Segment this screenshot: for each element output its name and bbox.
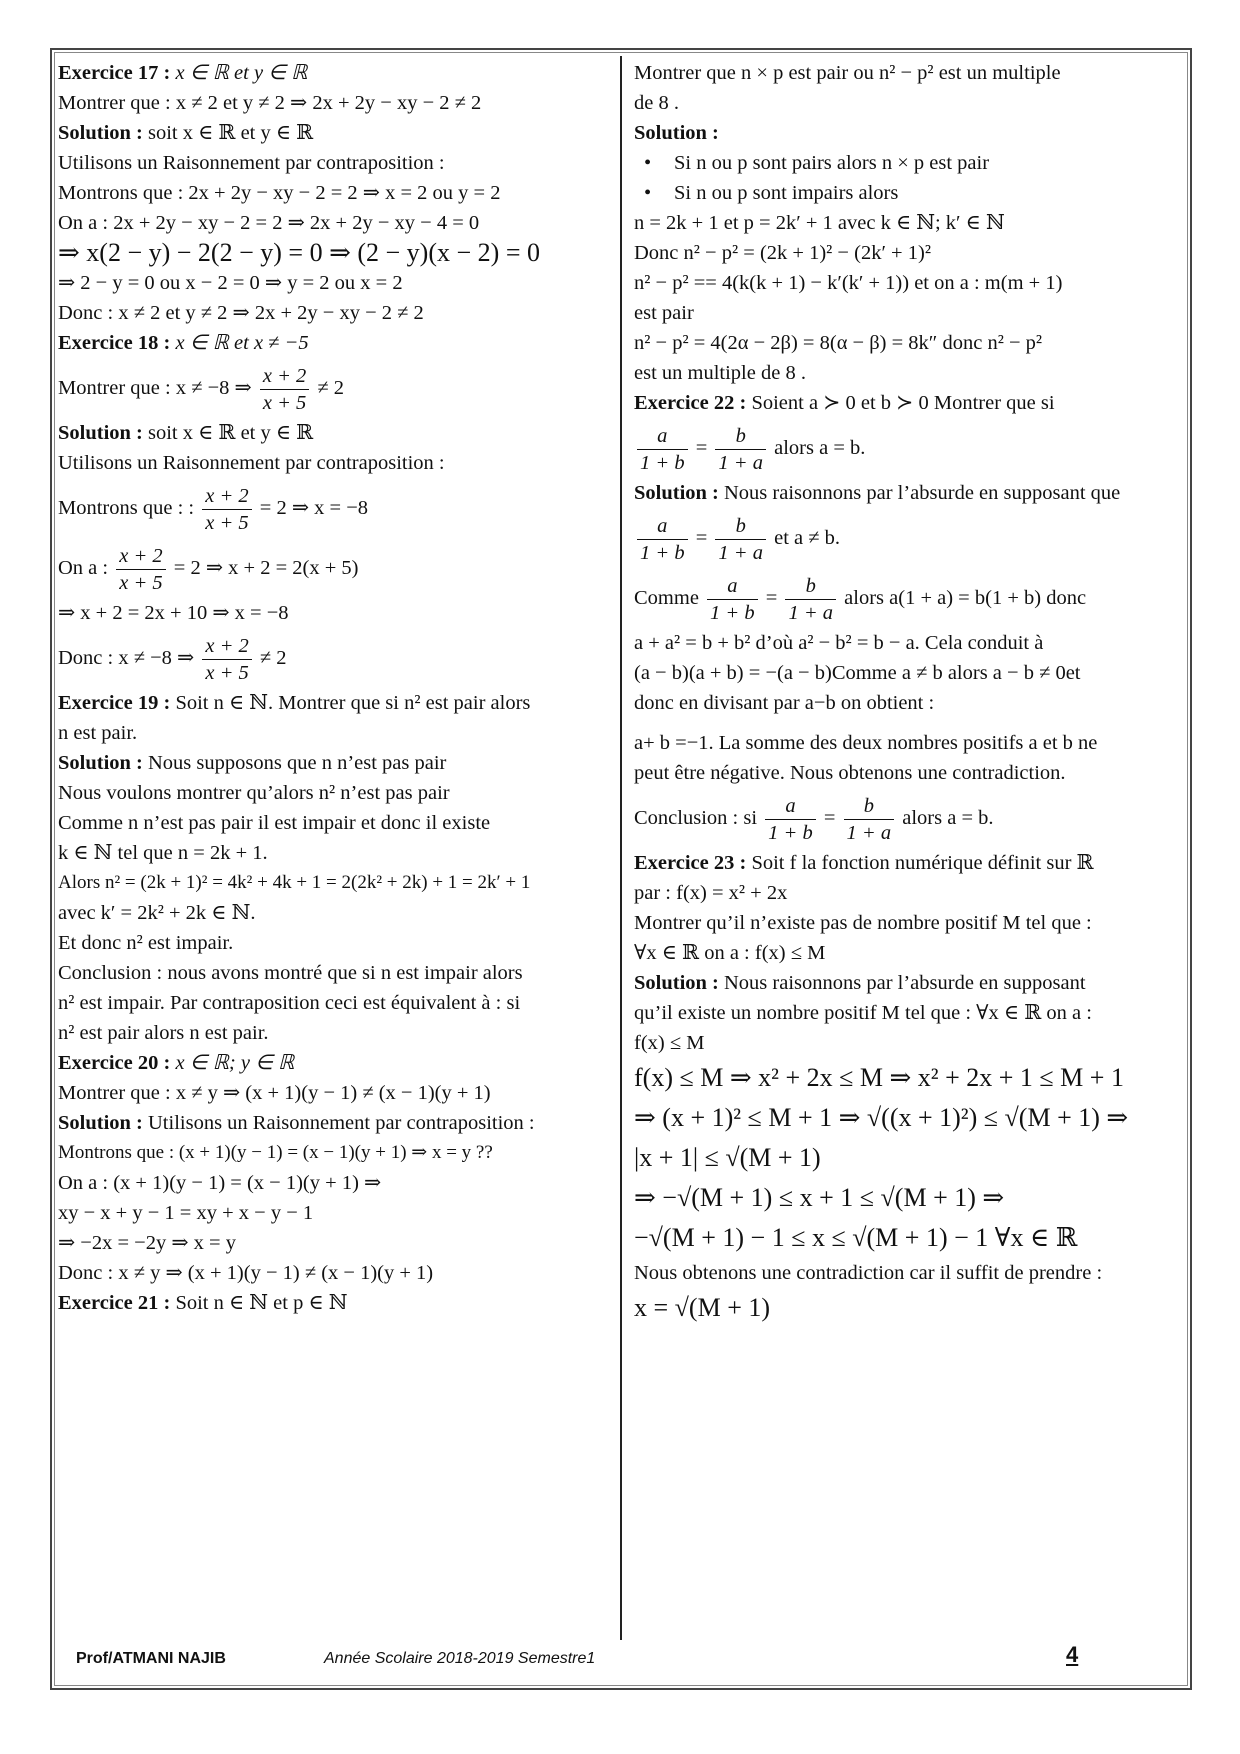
- fraction: $\frac{b}{1 + a}$: [785, 573, 836, 626]
- text-line: de 8 .: [634, 92, 679, 114]
- exercise-statement: Soit n ∈ ℕ. Montrer que si n² est pair alors: [175, 692, 531, 714]
- solution-label: Solution :: [58, 752, 143, 774]
- text-line: Utilisons un Raisonnement par contraposition :: [58, 452, 445, 474]
- text-line: Montrons que : 2x + 2y − xy − 2 = 2 ⇒ x = 2 ou y = 2: [58, 182, 501, 204]
- fraction: $\frac{x + 2}{x + 5}$: [202, 633, 251, 686]
- math-line: (a − b)(a + b) = −(a − b)Comme a ≠ b alors a − b ≠ 0et: [634, 662, 1081, 684]
- math-line: Donc : x ≠ y ⇒ (x + 1)(y − 1) ≠ (x − 1)(y + 1): [58, 1262, 434, 1284]
- text-line: a+ b =−1. La somme des deux nombres positifs a et b ne: [634, 732, 1098, 754]
- exercise-18-header: [58, 328, 610, 358]
- column-divider: [620, 56, 622, 1640]
- math-line: f(x) ≤ M ⇒ x² + 2x ≤ M ⇒ x² + 2x + 1 ≤ M + 1: [634, 1063, 1124, 1092]
- solution-text: soit x ∈ ℝ et y ∈ ℝ: [148, 122, 314, 144]
- exercise-17-header: [58, 58, 610, 88]
- solution-label: Solution :: [58, 122, 143, 144]
- math-line: Montrer que : x ≠ y ⇒ (x + 1)(y − 1) ≠ (x − 1)(y + 1): [58, 1082, 491, 1104]
- bullet-item: • Si n ou p sont impairs alors: [634, 178, 1184, 208]
- math-line: ⇒ −2x = −2y ⇒ x = y: [58, 1232, 236, 1254]
- solution-label: Solution :: [58, 422, 143, 444]
- solution-text: Nous raisonnons par l’absurde en supposant que: [724, 482, 1121, 504]
- exercise-statement: Soient a ≻ 0 et b ≻ 0 Montrer que si: [751, 392, 1055, 414]
- math-line: Alors n² = (2k + 1)² = 4k² + 4k + 1 = 2(2k² + 2k) + 1 = 2k′ + 1: [58, 872, 531, 893]
- text-line: n² est pair alors n est pair.: [58, 1022, 269, 1044]
- solution-label: Solution :: [634, 122, 719, 144]
- solution-line: [58, 748, 610, 778]
- math-line: par : f(x) = x² + 2x: [634, 882, 788, 904]
- text-line: Utilisons un Raisonnement par contraposition :: [58, 152, 445, 174]
- fraction: $\frac{b}{1 + a}$: [715, 423, 766, 476]
- exercise-22-header: [634, 388, 1184, 418]
- math-line: a + a² = b + b² d’où a² − b² = b − a. Cela conduit à: [634, 632, 1044, 654]
- exercise-title: Exercice 22 :: [634, 392, 747, 414]
- exercise-title: Exercice 17 :: [58, 62, 171, 84]
- math-line: $\frac{a}{1 + b}$ = $\frac{b}{1 + a}$ et a ≠ b.: [634, 508, 1184, 568]
- math-line: $\frac{a}{1 + b}$ = $\frac{b}{1 + a}$ alors a = b.: [634, 418, 1184, 478]
- math-line: On a : (x + 1)(y − 1) = (x − 1)(y + 1) ⇒: [58, 1172, 382, 1194]
- text-line: donc en divisant par a−b on obtient :: [634, 692, 935, 714]
- fraction: $\frac{a}{1 + b}$: [707, 573, 758, 626]
- math-line: xy − x + y − 1 = xy + x − y − 1: [58, 1202, 314, 1224]
- solution-text: Utilisons un Raisonnement par contraposition :: [148, 1112, 535, 1134]
- math-line: Donc : x ≠ −8 ⇒ $\frac{x + 2}{x + 5}$ ≠ 2: [58, 634, 287, 684]
- exercise-statement: Soit n ∈ ℕ et p ∈ ℕ: [175, 1292, 348, 1314]
- math-line: Montrer que : x ≠ −8 ⇒ $\frac{x + 2}{x + 5}$ ≠ 2: [58, 364, 345, 414]
- exercise-23-header: [634, 848, 1184, 878]
- fraction: $\frac{x + 2}{x + 5}$: [260, 363, 309, 416]
- fraction: $\frac{x + 2}{x + 5}$: [202, 483, 251, 536]
- right-column: [634, 58, 1184, 1328]
- text-line: Montrer que n × p est pair ou n² − p² est un multiple: [634, 62, 1061, 84]
- text-line: Comme n n’est pas pair il est impair et donc il existe: [58, 812, 491, 834]
- math-line: Donc n² − p² = (2k + 1)² − (2k′ + 1)²: [634, 242, 931, 264]
- text-line: Montrer que : x ≠ 2 et y ≠ 2 ⇒ 2x + 2y − xy − 2 ≠ 2: [58, 92, 482, 114]
- math-line: ⇒ −√(M + 1) ≤ x + 1 ≤ √(M + 1) ⇒: [634, 1183, 1005, 1212]
- text-line: Nous obtenons une contradiction car il suffit de prendre :: [634, 1262, 1103, 1284]
- bullet-item: • Si n ou p sont pairs alors n × p est pair: [634, 148, 1184, 178]
- exercise-statement: x ∈ ℝ; y ∈ ℝ: [175, 1052, 295, 1074]
- fraction: $\frac{a}{1 + b}$: [637, 513, 688, 566]
- text-line: Nous voulons montrer qu’alors n² n’est pas pair: [58, 782, 450, 804]
- solution-text: Nous supposons que n n’est pas pair: [148, 752, 447, 774]
- solution-label: Solution :: [58, 1112, 143, 1134]
- math-line: ⇒ x + 2 = 2x + 10 ⇒ x = −8: [58, 602, 289, 624]
- exercise-title: Exercice 18 :: [58, 332, 171, 354]
- solution-text: Nous raisonnons par l’absurde en supposant: [724, 972, 1086, 994]
- math-line: Montrons que : : $\frac{x + 2}{x + 5}$ = 2 ⇒ x = −8: [58, 484, 369, 534]
- math-line: |x + 1| ≤ √(M + 1): [634, 1143, 821, 1172]
- fraction: $\frac{x + 2}{x + 5}$: [116, 543, 165, 596]
- text-line: k ∈ ℕ tel que n = 2k + 1.: [58, 842, 268, 864]
- math-line: x = √(M + 1): [634, 1293, 771, 1322]
- exercise-19-header: [58, 688, 610, 718]
- exercise-title: Exercice 20 :: [58, 1052, 171, 1074]
- text-line: n est pair.: [58, 722, 138, 744]
- math-line: n² − p² == 4(k(k + 1) − k′(k′ + 1)) et on a : m(m + 1): [634, 272, 1063, 294]
- exercise-21-header: [58, 1288, 610, 1318]
- fraction: $\frac{b}{1 + a}$: [715, 513, 766, 566]
- solution-line: [634, 968, 1184, 998]
- solution-label: Solution :: [634, 482, 719, 504]
- footer-author: Prof/ATMANI NAJIB: [76, 1650, 226, 1667]
- fraction: $\frac{a}{1 + b}$: [637, 423, 688, 476]
- text-line: On a : 2x + 2y − xy − 2 = 2 ⇒ 2x + 2y − xy − 4 = 0: [58, 212, 480, 234]
- solution-line: [58, 418, 610, 448]
- exercise-title: Exercice 23 :: [634, 852, 747, 874]
- text-line: Et donc n² est impair.: [58, 932, 234, 954]
- math-line: ∀x ∈ ℝ on a : f(x) ≤ M: [634, 942, 826, 964]
- text-line: est pair: [634, 302, 694, 324]
- text-line: qu’il existe un nombre positif M tel que : ∀x ∈ ℝ on a :: [634, 1002, 1092, 1024]
- math-line: f(x) ≤ M: [634, 1032, 705, 1054]
- text-line: Montrer qu’il n’existe pas de nombre positif M tel que :: [634, 912, 1092, 934]
- text-line: n² est impair. Par contraposition ceci est équivalent à : si: [58, 992, 521, 1014]
- math-line: ⇒ 2 − y = 0 ou x − 2 = 0 ⇒ y = 2 ou x = 2: [58, 272, 403, 294]
- solution-line: [58, 1108, 610, 1138]
- math-line: Donc : x ≠ 2 et y ≠ 2 ⇒ 2x + 2y − xy − 2 ≠ 2: [58, 302, 424, 324]
- solution-text: soit x ∈ ℝ et y ∈ ℝ: [148, 422, 314, 444]
- solution-line: [634, 478, 1184, 508]
- math-line: Conclusion : si $\frac{a}{1 + b}$ = $\frac{b}{1 + a}$ alors a = b.: [634, 794, 994, 844]
- solution-line: [58, 118, 610, 148]
- math-line: Comme $\frac{a}{1 + b}$ = $\frac{b}{1 + a}$ alors a(1 + a) = b(1 + b) donc: [634, 574, 1087, 624]
- math-line: On a : $\frac{x + 2}{x + 5}$ = 2 ⇒ x + 2 = 2(x + 5): [58, 544, 359, 594]
- solution-label: Solution :: [634, 972, 719, 994]
- exercise-statement: x ∈ ℝ et y ∈ ℝ: [175, 62, 308, 84]
- math-line: n² − p² = 4(2α − 2β) = 8(α − β) = 8k″ donc n² − p²: [634, 332, 1043, 354]
- math-line: n = 2k + 1 et p = 2k′ + 1 avec k ∈ ℕ; k′ ∈ ℕ: [634, 212, 1005, 234]
- math-line: ⇒ x(2 − y) − 2(2 − y) = 0 ⇒ (2 − y)(x − 2) = 0: [58, 238, 540, 267]
- math-line: Montrons que : (x + 1)(y − 1) = (x − 1)(y + 1) ⇒ x = y ??: [58, 1142, 493, 1163]
- left-column: [58, 58, 610, 1318]
- fraction: $\frac{a}{1 + b}$: [765, 793, 816, 846]
- exercise-title: Exercice 19 :: [58, 692, 171, 714]
- footer-school-year: Année Scolaire 2018-2019 Semestre1: [324, 1650, 596, 1667]
- exercise-20-header: [58, 1048, 610, 1078]
- page-number: 4: [1066, 1642, 1079, 1667]
- text-line: peut être négative. Nous obtenons une contradiction.: [634, 762, 1066, 784]
- text-line: Conclusion : nous avons montré que si n est impair alors: [58, 962, 523, 984]
- exercise-statement: x ∈ ℝ et x ≠ −5: [175, 332, 309, 354]
- math-line: ⇒ (x + 1)² ≤ M + 1 ⇒ √((x + 1)²) ≤ √(M + 1) ⇒: [634, 1103, 1129, 1132]
- fraction: $\frac{b}{1 + a}$: [844, 793, 895, 846]
- math-line: −√(M + 1) − 1 ≤ x ≤ √(M + 1) − 1 ∀x ∈ ℝ: [634, 1223, 1078, 1252]
- text-line: avec k′ = 2k² + 2k ∈ ℕ.: [58, 902, 256, 924]
- text-line: est un multiple de 8 .: [634, 362, 806, 384]
- exercise-title: Exercice 21 :: [58, 1292, 171, 1314]
- exercise-statement: Soit f la fonction numérique définit sur ℝ: [751, 852, 1094, 874]
